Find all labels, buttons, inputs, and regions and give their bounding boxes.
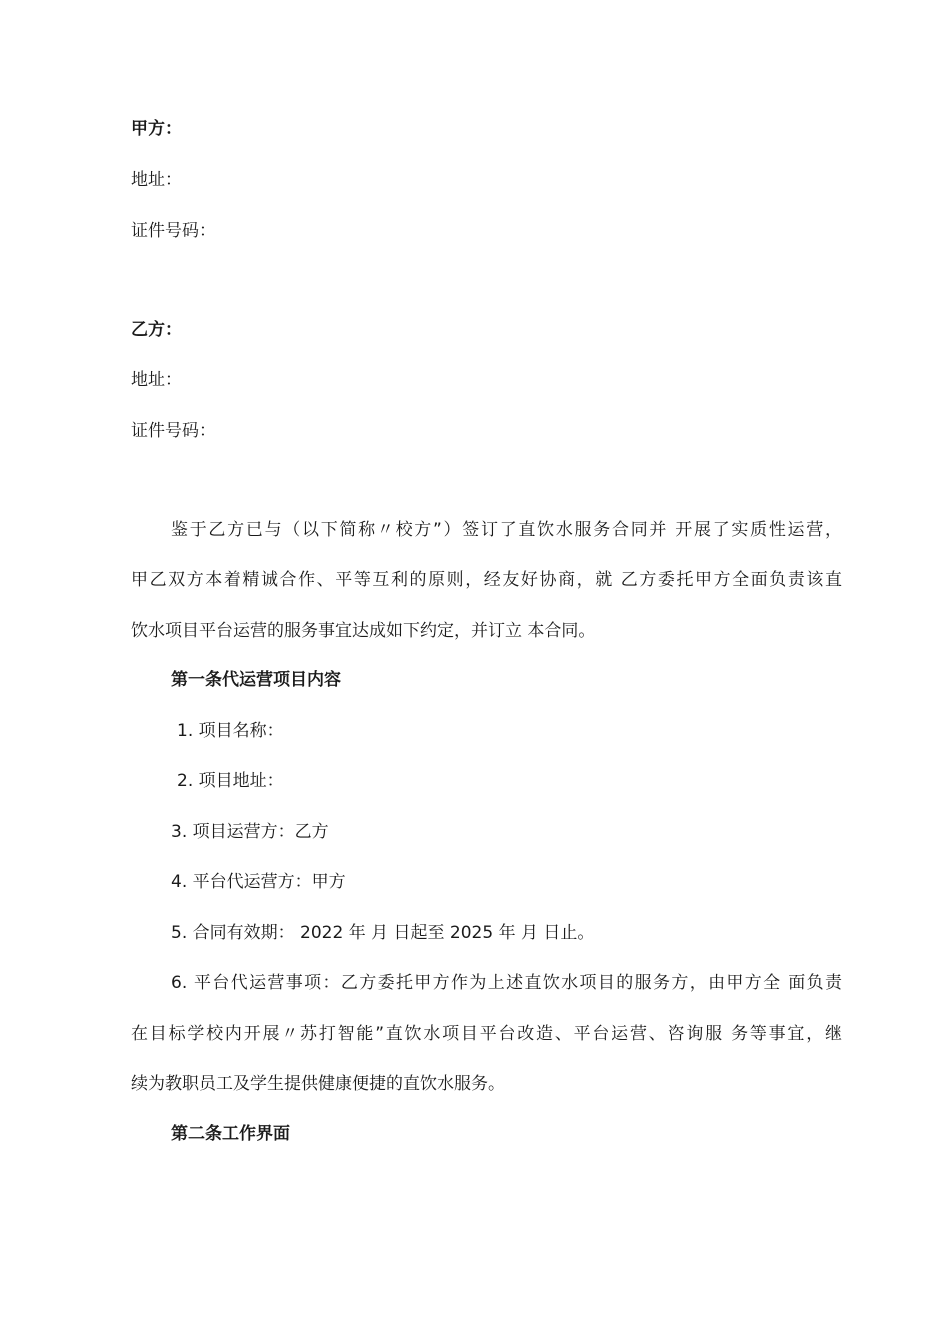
party-a-id-label: 证件号码：	[131, 221, 216, 241]
party-b-heading: 乙方：	[131, 320, 182, 340]
article-1-item-6-line-2: 在目标学校内开展〃苏打智能”直饮水项目平台改造、平台运营、咨询服 务等事宜，继	[131, 1024, 842, 1044]
article-1-item-6-line-1: 6. 平台代运营事项：乙方委托甲方作为上述直饮水项目的服务方，由甲方全 面负责	[171, 973, 842, 993]
preamble-line-3: 饮水项目平台运营的服务事宜达成如下约定，并订立 本合同。	[131, 621, 596, 641]
article-1-title: 第一条代运营项目内容	[171, 670, 341, 690]
party-a-address-label: 地址：	[131, 170, 182, 190]
party-b-id-label: 证件号码：	[131, 421, 216, 441]
article-2-title: 第二条工作界面	[171, 1124, 290, 1144]
party-a-heading: 甲方：	[131, 119, 182, 139]
article-1-item-6-line-3: 续为教职员工及学生提供健康便捷的直饮水服务。	[131, 1074, 505, 1094]
preamble-line-1: 鉴于乙方已与（以下简称〃校方”）签订了直饮水服务合同并 开展了实质性运营，	[171, 520, 842, 540]
article-1-item-4: 4. 平台代运营方：甲方	[171, 872, 346, 892]
preamble-line-2: 甲乙双方本着精诚合作、平等互利的原则，经友好协商，就 乙方委托甲方全面负责该直	[131, 570, 842, 590]
article-1-item-5: 5. 合同有效期： 2022 年 月 日起至 2025 年 月 日止。	[171, 923, 595, 943]
article-1-item-3: 3. 项目运营方：乙方	[171, 822, 329, 842]
article-1-item-1: 1. 项目名称：	[177, 721, 284, 741]
party-b-address-label: 地址：	[131, 370, 182, 390]
article-1-item-2: 2. 项目地址：	[177, 771, 284, 791]
